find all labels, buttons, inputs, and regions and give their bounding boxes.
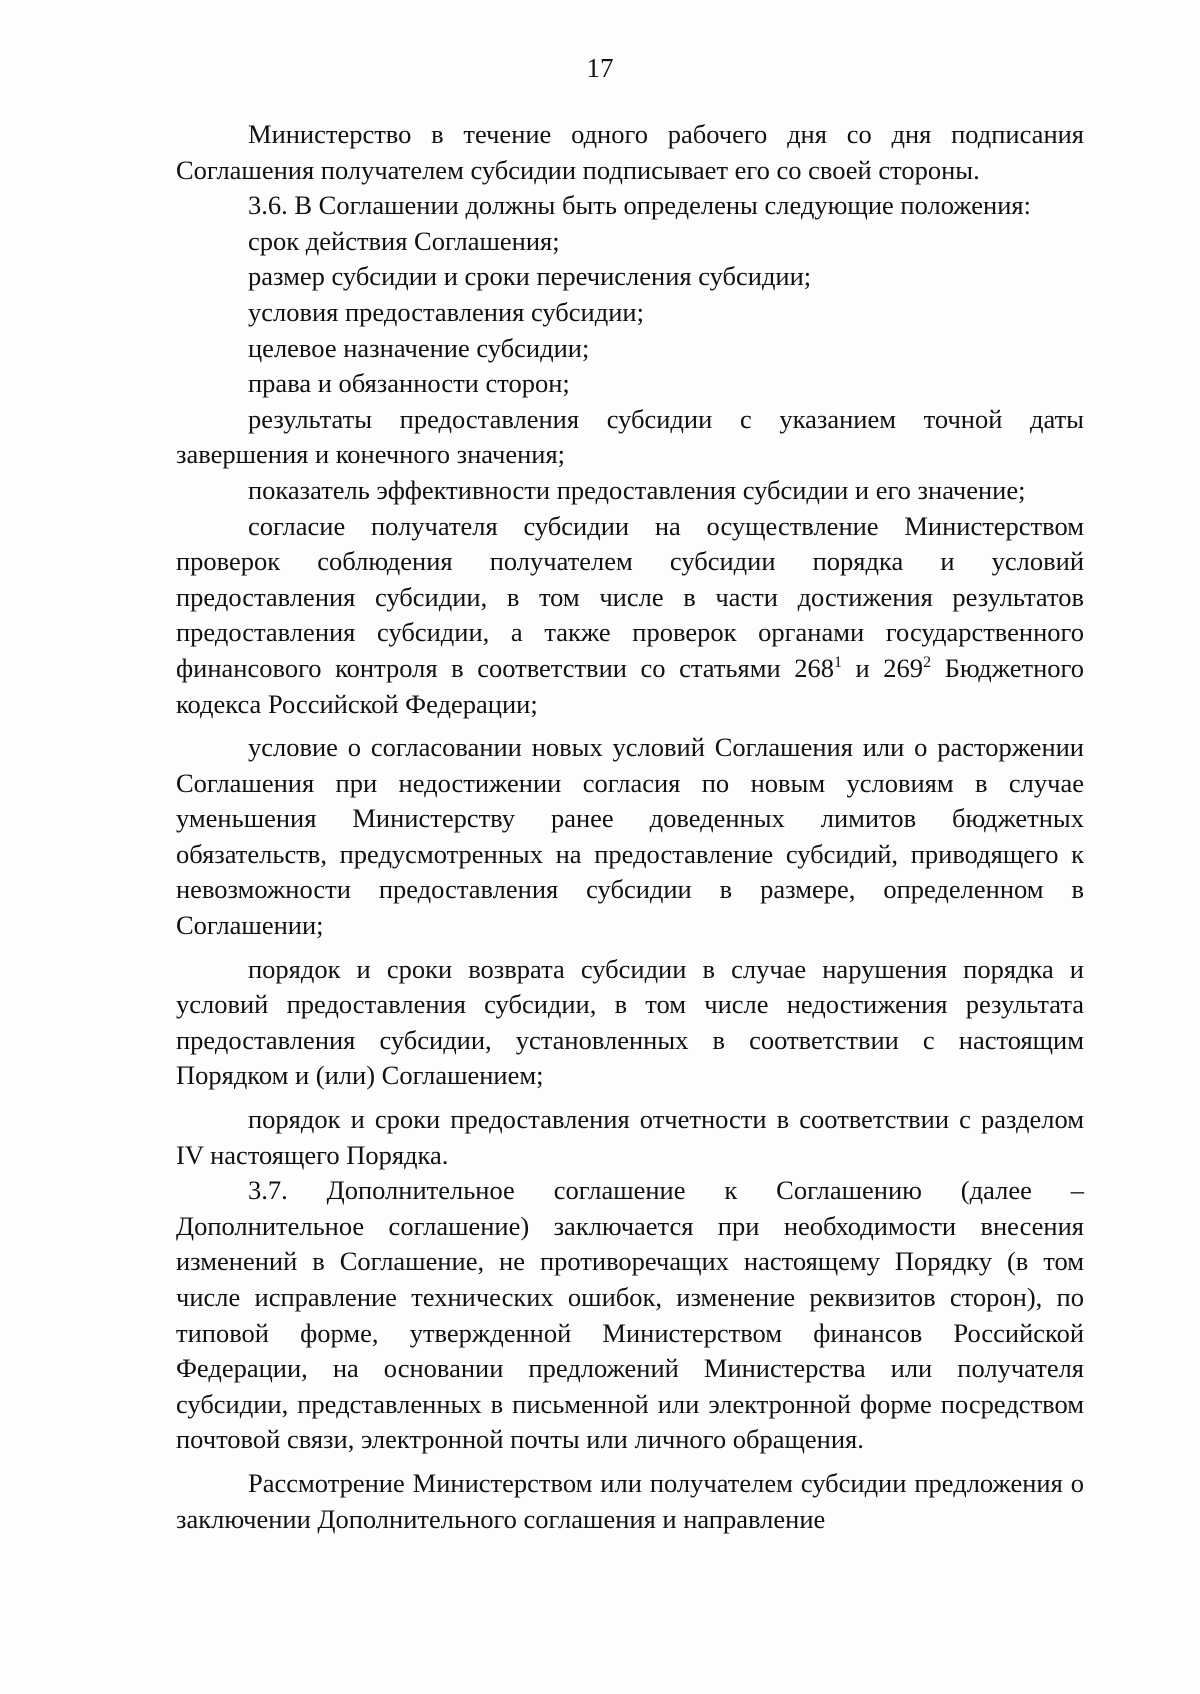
list-item: размер субсидии и сроки перечисления субсидии; [248, 261, 812, 292]
list-item [176, 509, 1084, 723]
paragraph-text: согласие получателя субсидии на осуществление Министерством проверок соблюдения получателем субсидии порядка и условий предоставления субсидии, в том числе в части достижения результатов предоставления субсидии, а также проверок органами государственного финансового контроля в соответствии со статьями 268 [176, 510, 1084, 683]
paragraph-text: и 269 [841, 652, 924, 683]
list-item: порядок и сроки возврата субсидии в случае нарушения порядка и условий предоставления субсидии, в том числе недостижения результата предоставления субсидии, установленных в соответствии с настоящим Порядком и (или) Соглашением; [176, 953, 1084, 1091]
paragraph-text: Бюджетного кодекса Российской Федерации; [176, 652, 1084, 719]
paragraph: Министерство в течение одного рабочего дня со дня подписания Соглашения получателем субсидии подписывает его со своей стороны. [176, 119, 1084, 185]
list-item: результаты предоставления субсидии с указанием точной даты завершения и конечного значения; [176, 403, 1084, 470]
superscript: 2 [923, 653, 932, 671]
section-paragraph-3-7: 3.7. Дополнительное соглашение к Соглашению (далее – Дополнительное соглашение) заключается при необходимости внесения изменений в Соглашение, не противоречащих настоящему Порядку (в том числе исправление технических ошибок, изменение реквизитов сторон), по типовой форме, утвержденной Министерством финансов Российской Федерации, на основании предложений Министерства или получателя субсидии, представленных в письменной или электронной форме посредством почтовой связи, электронной почты или личного обращения. [176, 1175, 1084, 1455]
list-item: целевое назначение субсидии; [248, 332, 590, 363]
document-body [176, 117, 1084, 1537]
list-item: срок действия Соглашения; [248, 225, 560, 256]
list-item: условия предоставления субсидии; [248, 296, 644, 327]
paragraph: Рассмотрение Министерством или получателем субсидии предложения о заключении Дополнительного соглашения и направление [176, 1467, 1084, 1534]
superscript: 1 [833, 653, 842, 671]
page-number: 17 [586, 53, 614, 83]
list-item: порядок и сроки предоставления отчетности в соответствии с разделом IV настоящего Порядка. [176, 1104, 1084, 1170]
list-item: права и обязанности сторон; [248, 368, 570, 399]
list-item: показатель эффективности предоставления субсидии и его значение; [248, 474, 1026, 505]
section-heading-3-6: 3.6. В Соглашении должны быть определены следующие положения: [248, 190, 1031, 221]
list-item: условие о согласовании новых условий Соглашения или о расторжении Соглашения при недостижении согласия по новым условиям в случае уменьшения Министерству ранее доведенных лимитов бюджетных обязательств, предусмотренных на предоставление субсидий, приводящего к невозможности предоставления субсидии в размере, определенном в Соглашении; [176, 732, 1084, 941]
